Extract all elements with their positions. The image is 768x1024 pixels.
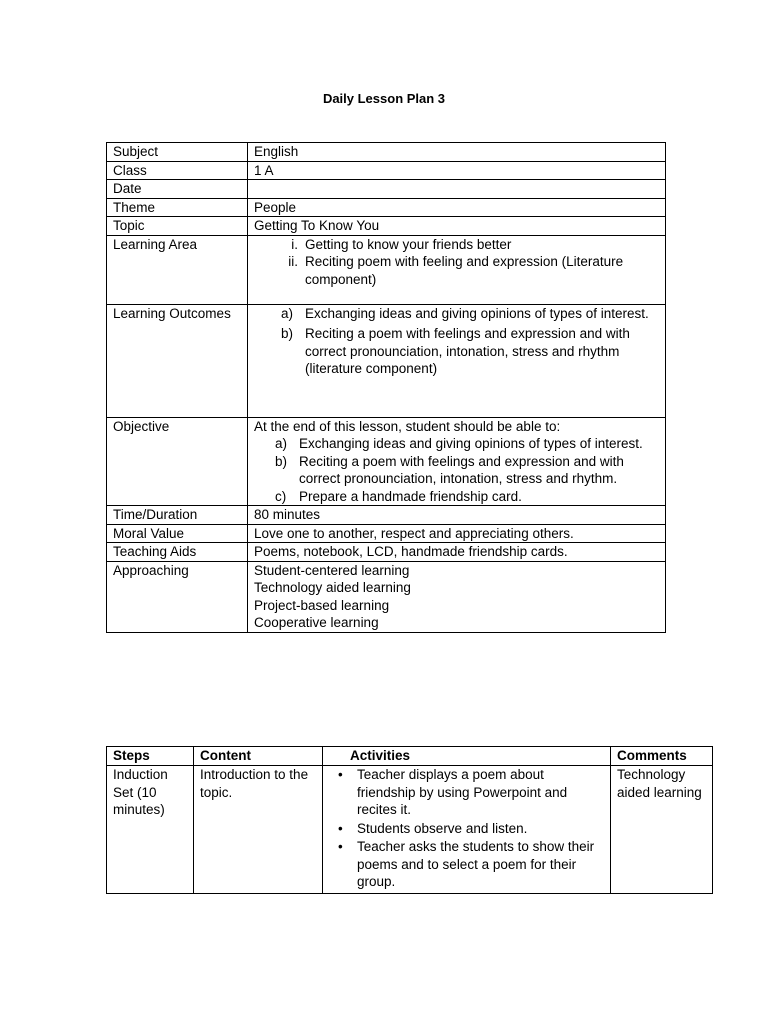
table-row [107, 561, 666, 632]
subject-value: English [248, 143, 666, 162]
list-item [254, 305, 659, 323]
topic-label: Topic [107, 217, 248, 236]
list-item-text: Reciting a poem with feelings and expression and with correct pronounciation, intonation, stress and rhythm. [299, 453, 624, 486]
approach-item: Technology aided learning [254, 580, 411, 595]
learning-area-label: Learning Area [107, 235, 248, 304]
list-item-text: Reciting a poem with feelings and expression and with correct pronounciation, intonation, stress and rhythm (literature component) [305, 326, 630, 376]
table-row [107, 506, 666, 525]
table-row [107, 180, 666, 199]
table-row [107, 304, 666, 417]
list-item-text: Students observe and listen. [357, 820, 528, 836]
table-header-row [107, 747, 713, 766]
table-row [107, 766, 713, 894]
learning-outcomes-label: Learning Outcomes [107, 304, 248, 417]
approach-item: Student-centered learning [254, 562, 410, 578]
list-item-text: Reciting poem with feeling and expression (Literature component) [305, 254, 624, 287]
list-item-text: Exchanging ideas and giving opinions of types of interest. [299, 436, 643, 451]
list-item [254, 488, 659, 506]
list-marker: c) [275, 488, 287, 504]
objective-label: Objective [107, 417, 248, 506]
topic-value: Getting To Know You [248, 217, 666, 236]
table-row [107, 161, 666, 180]
bullet-icon: • [338, 839, 343, 854]
duration-label: Time/Duration [107, 506, 248, 525]
list-marker: ii. [288, 254, 298, 269]
learning-outcomes-value [248, 304, 666, 417]
list-item [329, 766, 604, 819]
approach-item: Project-based learning [254, 597, 390, 613]
moral-value-label: Moral Value [107, 524, 248, 543]
approaching-value [248, 561, 666, 632]
class-value: 1 A [248, 161, 666, 180]
theme-value: People [248, 198, 666, 217]
table-row [107, 143, 666, 162]
list-item-text: Teacher displays a poem about friendship by using Powerpoint and recites it. [357, 767, 568, 817]
content-header: Content [194, 747, 323, 766]
table-row [107, 235, 666, 304]
teaching-aids-label: Teaching Aids [107, 543, 248, 562]
list-item-text: Getting to know your friends better [305, 236, 512, 252]
list-marker: a) [281, 305, 294, 321]
list-item [329, 838, 604, 891]
list-item-text: Exchanging ideas and giving opinions of types of interest. [305, 305, 649, 321]
date-label: Date [107, 180, 248, 199]
list-item [254, 325, 659, 378]
table-row [107, 543, 666, 562]
list-item [254, 435, 659, 453]
activities-header: Activities [323, 747, 611, 766]
list-item [254, 453, 659, 488]
list-item [254, 253, 659, 288]
approaching-label: Approaching [107, 561, 248, 632]
bullet-icon: • [338, 767, 343, 782]
list-item [254, 236, 659, 254]
teaching-aids-value: Poems, notebook, LCD, handmade friendship cards. [248, 543, 666, 562]
subject-label: Subject [107, 143, 248, 162]
table-row [107, 198, 666, 217]
list-item-text: Prepare a handmade friendship card. [299, 488, 522, 504]
step-cell: Induction Set (10 minutes) [107, 766, 194, 894]
list-marker: i. [291, 236, 298, 252]
duration-value: 80 minutes [248, 506, 666, 525]
list-item [329, 820, 604, 838]
date-value [248, 180, 666, 199]
activities-list [329, 766, 604, 891]
approach-item: Cooperative learning [254, 615, 379, 630]
table-row [107, 524, 666, 543]
class-label: Class [107, 161, 248, 180]
table-row [107, 217, 666, 236]
activities-cell [323, 766, 611, 894]
lesson-steps-table [106, 746, 713, 894]
content-cell: Introduction to the topic. [194, 766, 323, 894]
learning-outcomes-list [254, 305, 659, 378]
comments-cell: Technology aided learning [611, 766, 713, 894]
objective-value [248, 417, 666, 506]
bullet-icon: • [338, 820, 343, 836]
list-marker: a) [275, 436, 288, 451]
objective-list [254, 435, 659, 505]
comments-header: Comments [611, 747, 713, 766]
document-title: Daily Lesson Plan 3 [322, 91, 446, 106]
learning-area-value [248, 235, 666, 304]
list-marker: b) [281, 326, 294, 341]
lesson-info-table [106, 142, 666, 633]
moral-value: Love one to another, respect and appreciating others. [248, 524, 666, 543]
list-item-text: Teacher asks the students to show their poems and to select a poem for their group. [357, 839, 595, 889]
theme-label: Theme [107, 198, 248, 217]
objective-intro: At the end of this lesson, student should be able to: [254, 418, 561, 434]
learning-area-list [254, 236, 659, 289]
table-row [107, 417, 666, 506]
list-marker: b) [275, 453, 288, 469]
steps-header: Steps [107, 747, 194, 766]
